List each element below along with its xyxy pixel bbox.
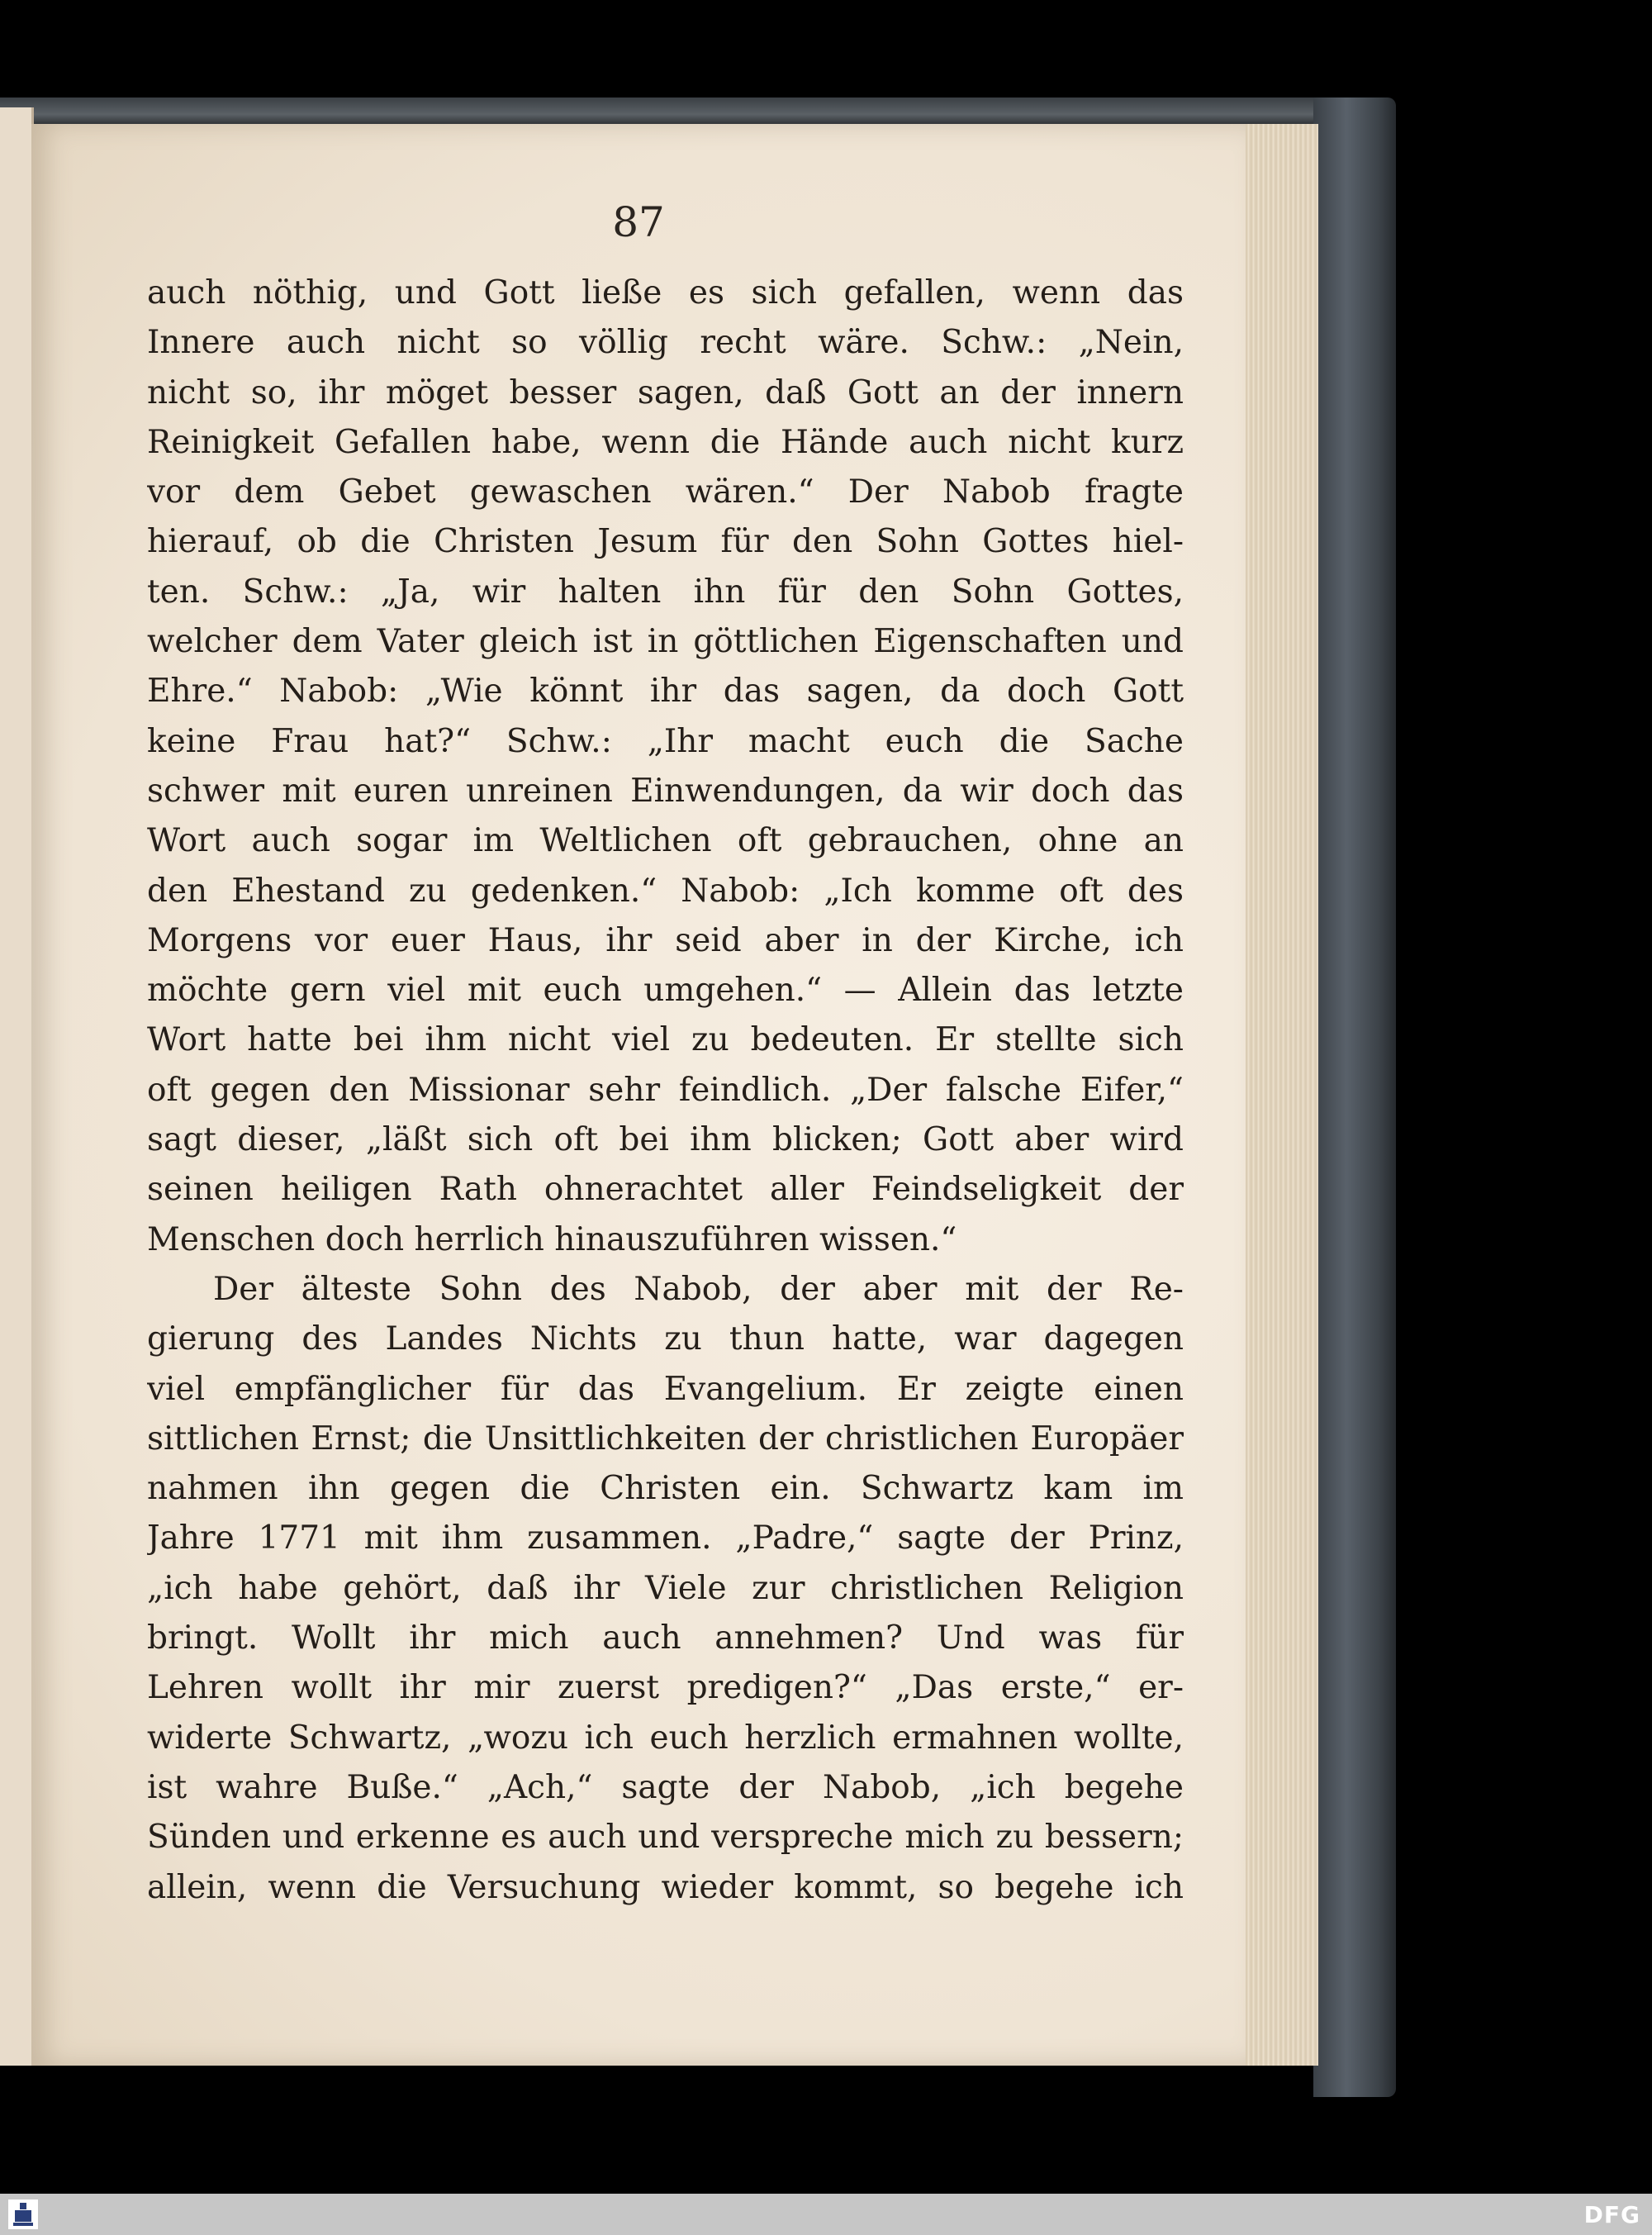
text-line: nahmen ihn gegen die Christen ein. Schwartz kam im — [147, 1470, 1184, 1508]
text-line: Menschen doch herrlich hinauszuführen wissen.“ — [147, 1220, 957, 1258]
text-line: Morgens vor euer Haus, ihr seid aber in der Kirche, ich — [147, 921, 1184, 959]
text-line: Ehre.“ Nabob: „Wie könnt ihr das sagen, da doch Gott — [147, 673, 1184, 711]
text-line: Wort hatte bei ihm nicht viel zu bedeuten. Er stellte sich — [147, 1021, 1184, 1059]
text-line: oft gegen den Missionar sehr feindlich. „Der falsche Eifer,“ — [147, 1071, 1184, 1109]
text-line: vor dem Gebet gewaschen wären.“ Der Nabob fragte — [147, 473, 1184, 511]
library-logo-icon — [8, 2199, 38, 2229]
text-line: Reinigkeit Gefallen habe, wenn die Hände auch nicht kurz — [147, 423, 1184, 461]
text-line: widerte Schwartz, „wozu ich euch herzlich ermahnen wollte, — [147, 1719, 1184, 1757]
text-line: bringt. Wollt ihr mich auch annehmen? Und was für — [147, 1619, 1184, 1657]
text-line: Wort auch sogar im Weltlichen oft gebrauchen, ohne an — [147, 822, 1184, 860]
text-line: Der älteste Sohn des Nabob, der aber mit der Re- — [213, 1270, 1184, 1308]
text-line: nicht so, ihr möget besser sagen, daß Gott an der innern — [147, 373, 1184, 411]
text-line: Lehren wollt ihr mir zuerst predigen?“ „Das erste,“ er- — [147, 1669, 1184, 1707]
text-line: auch nöthig, und Gott ließe es sich gefallen, wenn das — [147, 274, 1184, 311]
book-top-edge — [0, 97, 1355, 126]
dfg-logo: DFG — [1583, 2201, 1640, 2228]
text-line: seinen heiligen Rath ohnerachtet aller Feindseligkeit der — [147, 1171, 1184, 1209]
page-edges — [1243, 124, 1318, 2066]
text-line: ist wahre Buße.“ „Ach,“ sagte der Nabob, „ich begehe — [147, 1768, 1184, 1806]
text-line: den Ehestand zu gedenken.“ Nabob: „Ich komme oft des — [147, 872, 1184, 910]
text-line: schwer mit euren unreinen Einwendungen, da wir doch das — [147, 772, 1184, 810]
left-facing-page — [0, 107, 34, 2066]
text-line: viel empfänglicher für das Evangelium. Er zeigte einen — [147, 1370, 1184, 1408]
text-line: keine Frau hat?“ Schw.: „Ihr macht euch die Sache — [147, 722, 1184, 760]
text-line: ten. Schw.: „Ja, wir halten ihn für den Sohn Gottes, — [147, 573, 1184, 611]
text-line: „ich habe gehört, daß ihr Viele zur christlichen Religion — [147, 1569, 1184, 1607]
text-line: sittlichen Ernst; die Unsittlichkeiten der christlichen Europäer — [147, 1419, 1184, 1458]
text-line: welcher dem Vater gleich ist in göttlichen Eigenschaften und — [147, 623, 1184, 661]
text-line: möchte gern viel mit euch umgehen.“ — Allein das letzte — [147, 972, 1184, 1010]
text-line: hierauf, ob die Christen Jesum für den Sohn Gottes hiel- — [147, 523, 1184, 561]
book-cover — [1313, 97, 1396, 2097]
text-line: Sünden und erkenne es auch und verspreche mich zu bessern; — [147, 1819, 1184, 1857]
footer-bar — [0, 2194, 1652, 2235]
text-line: Innere auch nicht so völlig recht wäre. Schw.: „Nein, — [147, 324, 1184, 362]
text-line: allein, wenn die Versuchung wieder kommt, so begehe ich — [147, 1868, 1184, 1906]
book-page — [31, 124, 1246, 2066]
text-line: Jahre 1771 mit ihm zusammen. „Padre,“ sagte der Prinz, — [147, 1519, 1184, 1557]
page-text — [147, 269, 1184, 1913]
text-line: sagt dieser, „läßt sich oft bei ihm blicken; Gott aber wird — [147, 1121, 1184, 1159]
page-number: 87 — [612, 198, 665, 246]
text-line: gierung des Landes Nichts zu thun hatte, war dagegen — [147, 1320, 1184, 1358]
